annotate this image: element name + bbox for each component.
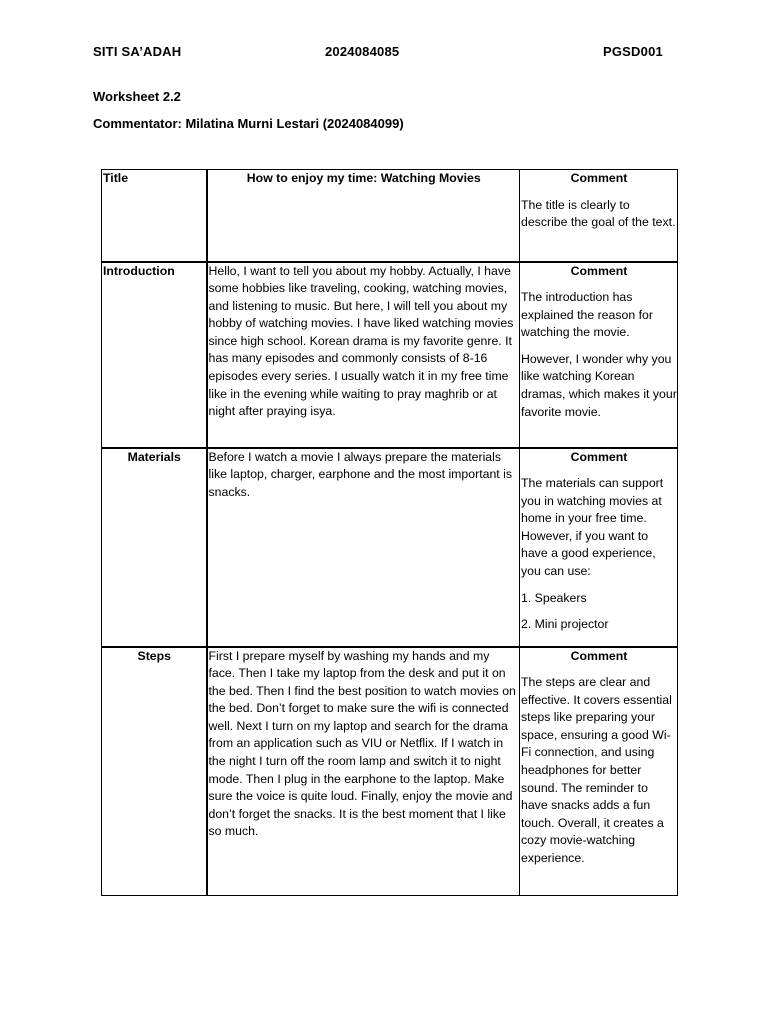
student-id: 2024084085 <box>325 44 400 59</box>
comment-paragraph: The introduction has explained the reason for watching the movie. <box>521 290 653 340</box>
row-label-steps: Steps <box>102 647 207 896</box>
comment-cell <box>520 448 678 647</box>
table-row <box>102 448 678 647</box>
comment-heading: Comment <box>570 171 628 185</box>
row-content <box>207 170 520 262</box>
comment-list-item: 2. Mini projector <box>521 617 609 632</box>
table-row <box>102 262 678 448</box>
comment-paragraph: The steps are clear and effective. It covers essential steps like preparing your space, ensuring a good Wi-Fi connection, and using headphones for better sound. The reminder to have snacks adds a fun touch. Overall, it creates a cozy movie-watching experience. <box>521 675 672 866</box>
comment-cell <box>520 262 678 448</box>
row-content: First I prepare myself by washing my hands and my face. Then I take my laptop from the desk and put it on the bed. Then I find the best position to watch movies on the bed. Don’t forget to make sure the wifi is connected well. Next I turn on my laptop and search for the drama from an application such as VIU or Netflix. If I watch in the night I turn off the room lamp and switch it to night mode. Then I plug in the earphone to the laptop. Make sure the voice is quite loud. Finally, enjoy the movie and don’t forget the snacks. It is the best moment that I like so much. <box>207 647 520 896</box>
row-content: Hello, I want to tell you about my hobby. Actually, I have some hobbies like traveling, cooking, watching movies, and listening to music. But here, I will tell you about my hobby of watching movies. I have liked watching movies since high school. Korean drama is my favorite genre. It has many episodes and commonly consists of 8-16 episodes every series. I usually watch it in my free time like in the evening while waiting to pray maghrib or at night after praying isya. <box>207 262 520 448</box>
table-row <box>102 647 678 896</box>
row-content: Before I watch a movie I always prepare the materials like laptop, charger, earphone and the most important is snacks. <box>207 448 520 647</box>
comment-cell <box>520 647 678 896</box>
row-label-materials: Materials <box>102 448 207 647</box>
review-table <box>101 169 678 896</box>
comment-heading: Comment <box>570 648 628 663</box>
table-row <box>102 170 678 262</box>
author-name: SITI SA’ADAH <box>93 44 182 59</box>
class-code: PGSD001 <box>603 44 663 59</box>
comment-heading: Comment <box>570 263 628 278</box>
comment-paragraph: The materials can support you in watching movies at home in your free time. However, if you want to have a good experience, you can use: <box>521 476 664 579</box>
worksheet-title: Worksheet 2.2 <box>93 89 181 104</box>
row-label-introduction: Introduction <box>102 262 207 448</box>
comment-cell <box>520 170 678 262</box>
text-title: How to enjoy my time: Watching Movies <box>246 171 481 185</box>
row-label-title: Title <box>102 170 207 262</box>
comment-heading: Comment <box>570 449 628 464</box>
comment-paragraph: However, I wonder why you like watching Korean dramas, which makes it your favorite movie. <box>521 351 677 419</box>
comment-list-item: 1. Speakers <box>521 590 587 605</box>
commentator-line: Commentator: Milatina Murni Lestari (2024084099) <box>93 116 404 131</box>
comment-paragraph: The title is clearly to describe the goal of the text. <box>521 197 676 230</box>
